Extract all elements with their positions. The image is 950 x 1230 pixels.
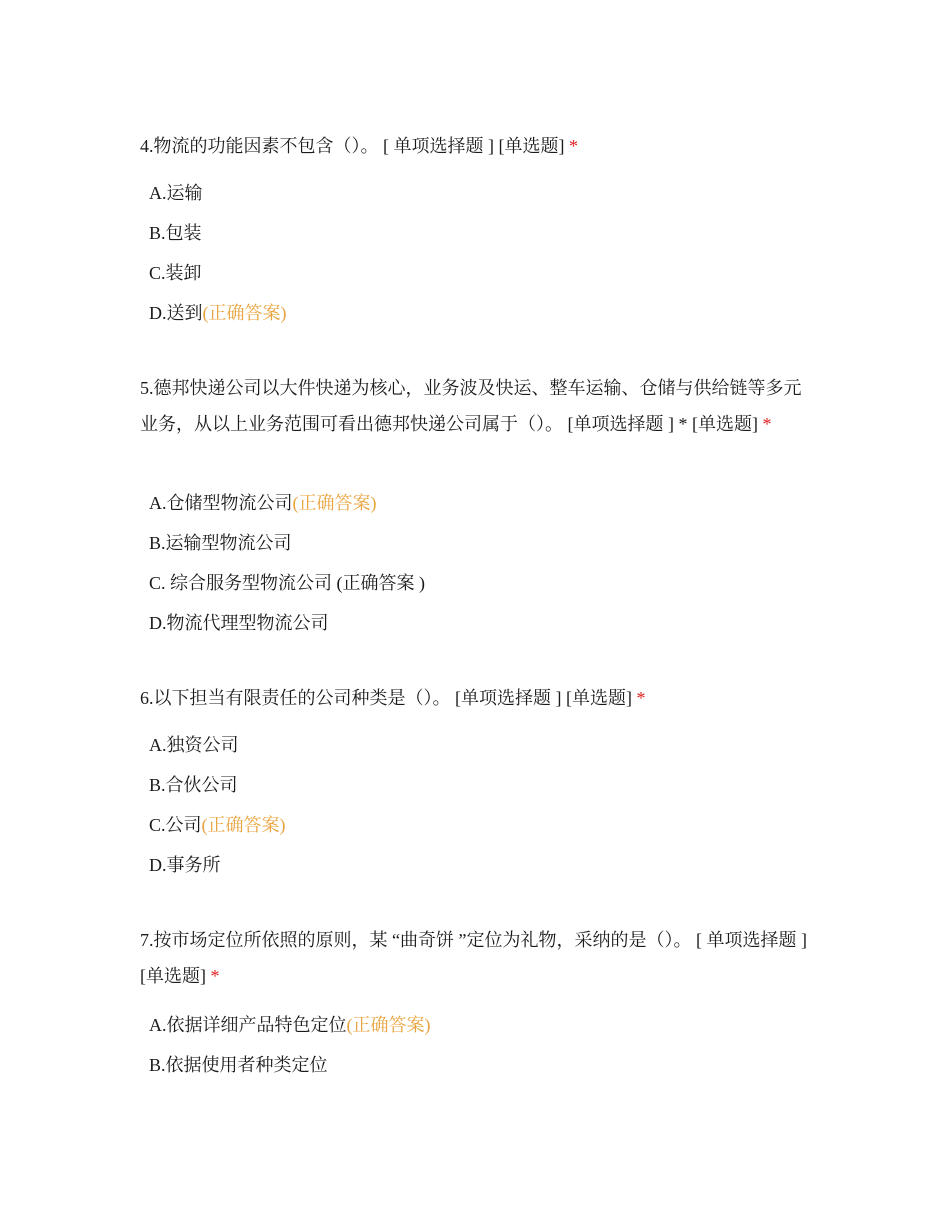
option-text: A.运输	[149, 183, 203, 203]
question-title	[140, 128, 815, 164]
option-item	[149, 1053, 328, 1077]
option-item	[149, 301, 287, 325]
correct-answer-mark: (正确答案)	[346, 1015, 431, 1035]
option-text: A.仓储型物流公司	[149, 493, 293, 513]
option-text: A.独资公司	[149, 735, 239, 755]
option-text: C.公司	[149, 815, 202, 835]
option-item	[149, 181, 203, 205]
option-text: D.送到	[149, 303, 203, 323]
option-item	[149, 261, 202, 285]
required-mark: *	[568, 136, 578, 156]
option-item	[149, 611, 329, 635]
correct-answer-mark: (正确答案)	[292, 493, 377, 513]
option-text: D.物流代理型物流公司	[149, 613, 329, 633]
option-item	[149, 813, 286, 837]
option-item	[149, 531, 292, 555]
option-item	[149, 1013, 431, 1037]
option-text: A.依据详细产品特色定位	[149, 1015, 347, 1035]
option-text: C. 综合服务型物流公司 (正确答案 )	[149, 573, 425, 593]
option-item	[149, 733, 239, 757]
option-item	[149, 491, 377, 515]
option-item	[149, 221, 202, 245]
required-mark: *	[636, 688, 646, 708]
option-item	[149, 571, 425, 595]
question-text: 5.德邦快递公司以大件快递为核心，业务波及快运、整车运输、仓储与供给链等多元业务，从以上业务范围可看出德邦快递公司属于（）。 [单项选择题 ] * [单选题]	[140, 378, 802, 434]
required-mark: *	[210, 966, 220, 986]
question-text: 4.物流的功能因素不包含（）。 [ 单项选择题 ] [单选题]	[140, 136, 565, 156]
question-text: 7.按市场定位所依照的原则，某 “曲奇饼 ”定位为礼物，采纳的是（）。 [ 单项选择题 ] [单选题]	[140, 930, 807, 986]
option-item	[149, 853, 221, 877]
option-item	[149, 773, 238, 797]
option-text: B.运输型物流公司	[149, 533, 292, 553]
option-text: B.包装	[149, 223, 202, 243]
question-title	[140, 680, 815, 716]
option-text: B.依据使用者种类定位	[149, 1055, 328, 1075]
option-text: C.装卸	[149, 263, 202, 283]
required-mark: *	[762, 414, 772, 434]
question-text: 6.以下担当有限责任的公司种类是（）。 [单项选择题 ] [单选题]	[140, 688, 632, 708]
question-title	[140, 370, 815, 442]
correct-answer-mark: (正确答案)	[202, 303, 287, 323]
option-text: D.事务所	[149, 855, 221, 875]
option-text: B.合伙公司	[149, 775, 238, 795]
question-title	[140, 922, 815, 994]
correct-answer-mark: (正确答案)	[201, 815, 286, 835]
